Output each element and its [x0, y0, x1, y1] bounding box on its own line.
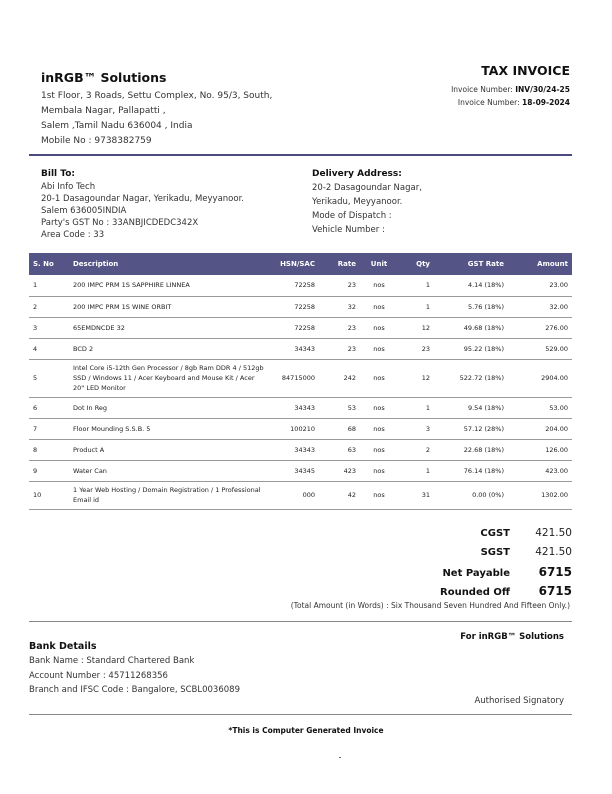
cell-sno: 2 — [29, 296, 69, 317]
cell-sno: 8 — [29, 439, 69, 460]
branch-ifsc: Branch and IFSC Code : Bangalore, SCBL0036089 — [29, 685, 240, 695]
cgst-row — [372, 527, 572, 546]
invoice-header — [451, 63, 570, 109]
cell-amount: 2904.00 — [508, 359, 572, 397]
cell-amount: 1302.00 — [508, 481, 572, 509]
header-gst-rate: GST Rate — [467, 260, 504, 268]
cell-gst-rate: 522.72 (18%) — [434, 359, 508, 397]
company-header — [41, 70, 341, 149]
bank-details-heading: Bank Details — [29, 641, 97, 652]
totals-section — [372, 527, 572, 603]
cgst-label: CGST — [480, 528, 510, 539]
delivery-address-line-2: Yerikadu, Meyyanoor. — [312, 197, 403, 207]
cell-unit: nos — [360, 275, 398, 296]
cell-gst-rate: 76.14 (18%) — [434, 460, 508, 481]
cell-rate: 32 — [319, 296, 360, 317]
invoice-number-label: Invoice Number: — [451, 85, 513, 94]
cell-gst-rate: 4.14 (18%) — [434, 275, 508, 296]
sgst-value: 421.50 — [535, 546, 572, 558]
invoice-date-label: Invoice Number: — [457, 98, 520, 107]
rounded-off-label: Rounded Off — [440, 587, 510, 598]
cell-qty: 1 — [398, 275, 434, 296]
header-divider — [29, 154, 572, 156]
cell-rate: 23 — [319, 338, 360, 359]
mode-of-dispatch: Mode of Dispatch : — [312, 211, 392, 221]
cell-unit: nos — [360, 359, 398, 397]
cell-gst-rate: 0.00 (0%) — [434, 481, 508, 509]
company-mobile: Mobile No : 9738382759 — [41, 136, 152, 146]
company-address-line-1: 1st Floor, 3 Roads, Settu Complex, No. 95/3, South, — [41, 91, 273, 101]
bank-name: Bank Name : Standard Chartered Bank — [29, 656, 195, 666]
cell-qty: 1 — [398, 296, 434, 317]
cell-gst-rate: 9.54 (18%) — [434, 397, 508, 418]
cell-description: Floor Mounding S.S.B. 5 — [69, 418, 269, 439]
cell-sno: 1 — [29, 275, 69, 296]
header-unit: Unit — [370, 260, 388, 268]
cell-amount: 53.00 — [508, 397, 572, 418]
table-row — [29, 338, 572, 359]
cell-unit: nos — [360, 439, 398, 460]
cell-hsn: 72258 — [269, 296, 319, 317]
invoice-number — [451, 83, 570, 96]
bank-details-section — [29, 641, 329, 698]
cgst-value: 421.50 — [535, 527, 572, 539]
cell-description: 200 IMPC PRM 1S WINE ORBIT — [69, 296, 269, 317]
table-row — [29, 460, 572, 481]
cell-rate: 42 — [319, 481, 360, 509]
invoice-number-value: INV/30/24-25 — [515, 85, 570, 94]
cell-qty: 23 — [398, 338, 434, 359]
bill-to-heading: Bill To: — [41, 169, 75, 179]
account-number: Account Number : 45711268356 — [29, 670, 168, 681]
bill-to-section — [41, 169, 301, 241]
table-row — [29, 481, 572, 509]
authorised-signatory: Authorised Signatory — [474, 696, 564, 706]
cell-rate: 423 — [319, 460, 360, 481]
invoice-date — [451, 96, 570, 109]
table-row — [29, 359, 572, 397]
cell-hsn: 34345 — [269, 460, 319, 481]
rounded-off-value: 6715 — [538, 584, 572, 598]
sgst-label: SGST — [480, 547, 510, 558]
cell-description: BCD 2 — [69, 338, 269, 359]
cell-unit: nos — [360, 460, 398, 481]
cell-unit: nos — [360, 296, 398, 317]
company-name: inRGB™ Solutions — [41, 70, 167, 85]
table-row — [29, 296, 572, 317]
company-address-line-2: Membala Nagar, Pallapatti , — [41, 106, 166, 116]
cell-amount: 276.00 — [508, 317, 572, 338]
page-mark — [339, 757, 341, 758]
footer-divider — [29, 714, 572, 715]
delivery-heading: Delivery Address: — [312, 169, 402, 179]
cell-gst-rate: 95.22 (18%) — [434, 338, 508, 359]
table-row — [29, 317, 572, 338]
table-header-row — [29, 253, 572, 275]
cell-hsn: 34343 — [269, 397, 319, 418]
bill-to-area-code: Area Code : 33 — [41, 230, 105, 240]
cell-description: 1 Year Web Hosting / Domain Registration / 1 Professional Email id — [69, 481, 269, 509]
table-row — [29, 397, 572, 418]
cell-description: 200 IMPC PRM 1S SAPPHIRE LINNEA — [69, 275, 269, 296]
cell-qty: 12 — [398, 317, 434, 338]
cell-hsn: 34343 — [269, 439, 319, 460]
cell-rate: 53 — [319, 397, 360, 418]
computer-generated-note: *This is Computer Generated Invoice — [228, 726, 384, 735]
for-company-label: For inRGB™ Solutions — [460, 632, 564, 642]
cell-unit: nos — [360, 338, 398, 359]
net-payable-row — [372, 565, 572, 584]
cell-hsn: 84715000 — [269, 359, 319, 397]
table-row — [29, 418, 572, 439]
cell-unit: nos — [360, 397, 398, 418]
cell-description: Product A — [69, 439, 269, 460]
cell-qty: 3 — [398, 418, 434, 439]
totals-divider — [29, 621, 572, 622]
cell-hsn: 000 — [269, 481, 319, 509]
bill-to-address: 20-1 Dasagoundar Nagar, Yerikadu, Meyyanoor. — [41, 194, 244, 204]
amount-in-words: (Total Amount (in Words) : Six Thousand Seven Hundred And Fifteen Only.) — [290, 601, 570, 610]
cell-description: 65EMDNCDE 32 — [69, 317, 269, 338]
cell-description: Intel Core i5-12th Gen Processor / 8gb Ram DDR 4 / 512gb SSD / Windows 11 / Acer Keyboard and Mouse Kit / Acer 20" LED Monitor — [69, 359, 269, 397]
cell-amount: 204.00 — [508, 418, 572, 439]
cell-amount: 23.00 — [508, 275, 572, 296]
cell-sno: 7 — [29, 418, 69, 439]
cell-amount: 126.00 — [508, 439, 572, 460]
cell-rate: 63 — [319, 439, 360, 460]
header-hsn: HSN/SAC — [280, 260, 315, 268]
cell-gst-rate: 49.68 (18%) — [434, 317, 508, 338]
cell-unit: nos — [360, 317, 398, 338]
cell-gst-rate: 57.12 (28%) — [434, 418, 508, 439]
cell-hsn: 100210 — [269, 418, 319, 439]
cell-qty: 12 — [398, 359, 434, 397]
cell-hsn: 34343 — [269, 338, 319, 359]
cell-hsn: 72258 — [269, 317, 319, 338]
header-amount: Amount — [537, 260, 568, 268]
net-payable-value: 6715 — [538, 565, 572, 579]
cell-description: Dot In Reg — [69, 397, 269, 418]
cell-sno: 10 — [29, 481, 69, 509]
cell-qty: 2 — [398, 439, 434, 460]
cell-qty: 1 — [398, 460, 434, 481]
cell-sno: 9 — [29, 460, 69, 481]
bill-to-city: Salem 636005INDIA — [41, 206, 127, 216]
cell-sno: 6 — [29, 397, 69, 418]
invoice-date-value: 18-09-2024 — [522, 98, 570, 107]
cell-gst-rate: 5.76 (18%) — [434, 296, 508, 317]
header-description: Description — [73, 260, 119, 268]
cell-qty: 1 — [398, 397, 434, 418]
invoice-title: TAX INVOICE — [481, 63, 570, 78]
cell-rate: 23 — [319, 275, 360, 296]
cell-sno: 4 — [29, 338, 69, 359]
table-row — [29, 275, 572, 296]
table-row — [29, 439, 572, 460]
cell-unit: nos — [360, 481, 398, 509]
cell-sno: 5 — [29, 359, 69, 397]
header-rate: Rate — [337, 260, 356, 268]
net-payable-label: Net Payable — [442, 568, 510, 579]
cell-amount: 32.00 — [508, 296, 572, 317]
bill-to-name: Abi Info Tech — [41, 182, 96, 192]
cell-gst-rate: 22.68 (18%) — [434, 439, 508, 460]
header-qty: Qty — [416, 260, 430, 268]
cell-rate: 23 — [319, 317, 360, 338]
sgst-row — [372, 546, 572, 565]
delivery-section — [312, 169, 552, 237]
header-sno: S. No — [33, 260, 54, 268]
cell-sno: 3 — [29, 317, 69, 338]
delivery-address-line-1: 20-2 Dasagoundar Nagar, — [312, 183, 422, 193]
items-table — [29, 253, 572, 510]
cell-qty: 31 — [398, 481, 434, 509]
vehicle-number: Vehicle Number : — [312, 225, 385, 235]
cell-hsn: 72258 — [269, 275, 319, 296]
cell-amount: 529.00 — [508, 338, 572, 359]
cell-unit: nos — [360, 418, 398, 439]
cell-amount: 423.00 — [508, 460, 572, 481]
cell-rate: 68 — [319, 418, 360, 439]
bill-to-gst: Party's GST No : 33ANBJICDEDC342X — [41, 218, 199, 228]
company-address-line-3: Salem ,Tamil Nadu 636004 , India — [41, 121, 193, 131]
cell-description: Water Can — [69, 460, 269, 481]
cell-rate: 242 — [319, 359, 360, 397]
